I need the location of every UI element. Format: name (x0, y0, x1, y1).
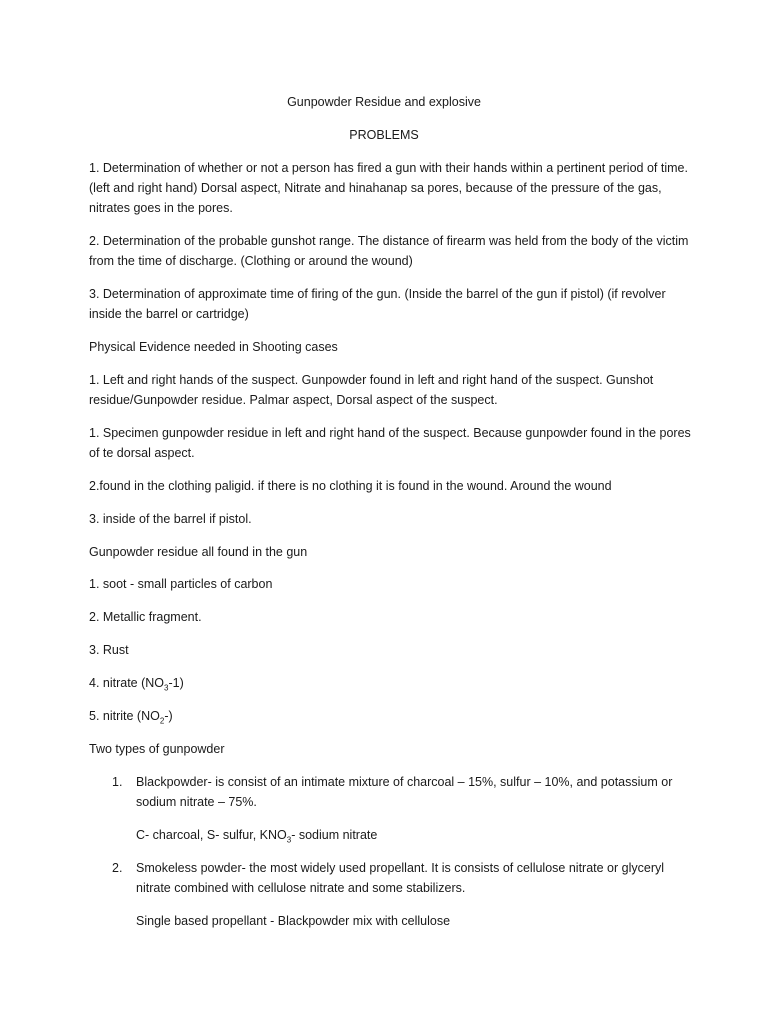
nitrite-suffix: -) (164, 709, 173, 723)
evidence-item: 1. Left and right hands of the suspect. Gunpowder found in left and right hand of the suspect. Gunshot residue/Gunpowder residue. Palmar aspect, Dorsal aspect of the suspect. (89, 373, 654, 407)
residue-item-nitrite (89, 706, 699, 726)
section-heading-problems: PROBLEMS (349, 128, 419, 142)
section-heading-physical-evidence: Physical Evidence needed in Shooting cases (89, 340, 338, 354)
residue-item: 2. Metallic fragment. (89, 610, 202, 624)
item-number: 1. (112, 775, 123, 789)
evidence-item: 1. Specimen gunpowder residue in left and right hand of the suspect. Because gunpowder found in the pores of te dorsal aspect. (89, 426, 691, 460)
note-prefix: C- charcoal, S- sulfur, KNO (136, 828, 287, 842)
evidence-item: 2.found in the clothing paligid. if there is no clothing it is found in the wound. Around the wound (89, 479, 612, 493)
residue-item: 1. soot - small particles of carbon (89, 577, 273, 591)
item-text: Smokeless powder- the most widely used propellant. It is consists of cellulose nitrate or glyceryl nitrate combined with cellulose nitrate and some stabilizers. (136, 861, 665, 895)
problem-item: 1. Determination of whether or not a person has fired a gun with their hands within a pertinent period of time. (left and right hand) Dorsal aspect, Nitrate and hinahanap sa pores, because of the pressure of the gas, nitrates goes in the pores. (89, 161, 688, 215)
nitrate-prefix: 4. nitrate (NO (89, 676, 165, 690)
document-title: Gunpowder Residue and explosive (287, 95, 481, 109)
problem-item: 3. Determination of approximate time of firing of the gun. (Inside the barrel of the gun if pistol) (if revolver inside the barrel or cartridge) (89, 287, 666, 321)
nitrite-prefix: 5. nitrite (NO (89, 709, 160, 723)
nitrate-suffix: -1) (168, 676, 184, 690)
nitrite-subscript: 2 (159, 716, 165, 726)
residue-item-nitrate (89, 673, 699, 693)
problem-item: 2. Determination of the probable gunshot range. The distance of firearm was held from the body of the victim from the time of discharge. (Clothing or around the wound) (89, 234, 689, 268)
residue-item: 3. Rust (89, 643, 129, 657)
item-note: Single based propellant - Blackpowder mix with cellulose (136, 914, 451, 928)
evidence-item: 3. inside of the barrel if pistol. (89, 512, 252, 526)
section-heading-types: Two types of gunpowder (89, 742, 225, 756)
section-heading-residue: Gunpowder residue all found in the gun (89, 545, 308, 559)
note-suffix: - sodium nitrate (291, 828, 378, 842)
nitrate-subscript: 3 (164, 683, 169, 693)
item-note (136, 825, 696, 845)
note-subscript: 3 (286, 835, 292, 845)
item-text: Blackpowder- is consist of an intimate mixture of charcoal – 15%, sulfur – 10%, and potassium or sodium nitrate – 75%. (136, 775, 673, 809)
item-number: 2. (112, 861, 123, 875)
